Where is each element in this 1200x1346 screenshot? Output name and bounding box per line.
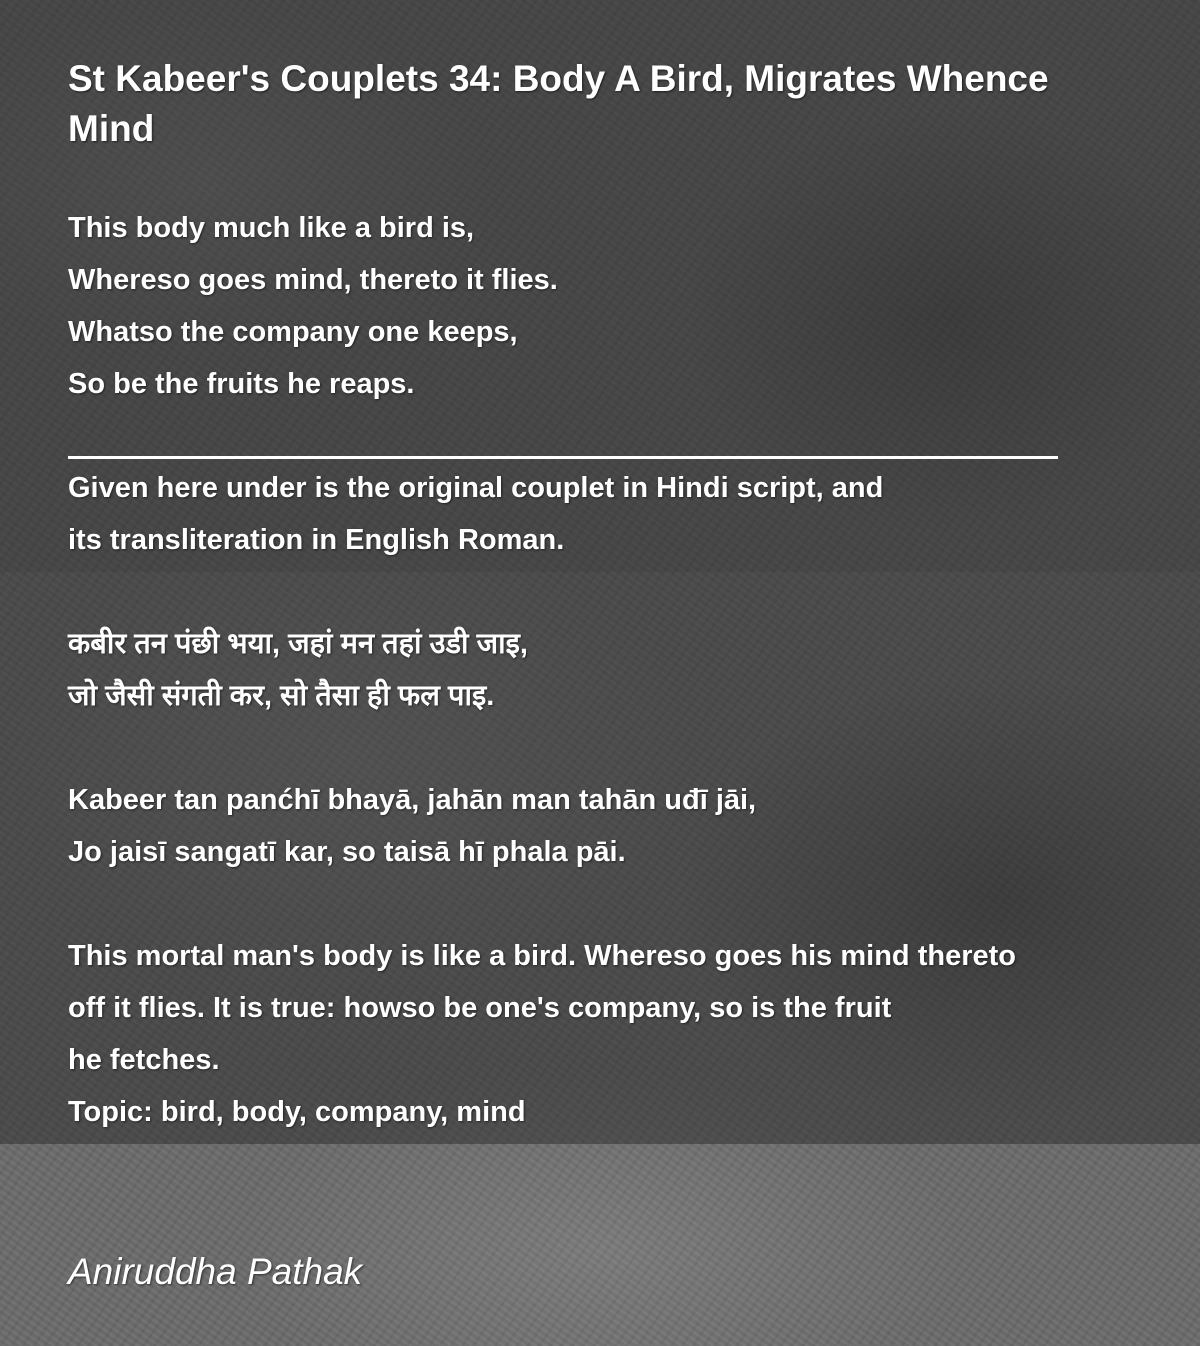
- transliteration-line: Kabeer tan panćhī bhayā, jahān man tahān uđī jāi,: [68, 784, 757, 816]
- stanza-gap: [68, 722, 1158, 774]
- divider-rule: [68, 410, 1158, 462]
- stanza-gap: [68, 878, 1158, 930]
- note-line: its transliteration in English Roman.: [68, 524, 565, 556]
- stanza-gap: [68, 566, 1158, 618]
- author-name: Aniruddha Pathak: [68, 1251, 363, 1292]
- poem-body: [68, 202, 1158, 1138]
- note-line: Given here under is the original couplet in Hindi script, and: [68, 472, 884, 504]
- transliteration-line: Jo jaisī sangatī kar, so taisā hī phala pāi.: [68, 836, 626, 868]
- hindi-line: कबीर तन पंछी भया, जहां मन तहां उडी जाइ,: [68, 628, 528, 660]
- explanation-line: off it flies. It is true: howso be one's company, so is the fruit: [68, 992, 892, 1024]
- poem-line: So be the fruits he reaps.: [68, 368, 415, 400]
- explanation-line: he fetches.: [68, 1044, 220, 1076]
- explanation-line: This mortal man's body is like a bird. Whereso goes his mind thereto: [68, 940, 1016, 972]
- poem-title: St Kabeer's Couplets 34: Body A Bird, Migrates Whence Mind: [68, 58, 1049, 149]
- poem-line: Whereso goes mind, thereto it flies.: [68, 264, 558, 296]
- topic-line: Topic: bird, body, company, mind: [68, 1096, 526, 1128]
- poem-line: This body much like a bird is,: [68, 212, 475, 244]
- hindi-line: जो जैसी संगती कर, सो तैसा ही फल पाइ.: [68, 680, 495, 712]
- poem-line: Whatso the company one keeps,: [68, 316, 518, 348]
